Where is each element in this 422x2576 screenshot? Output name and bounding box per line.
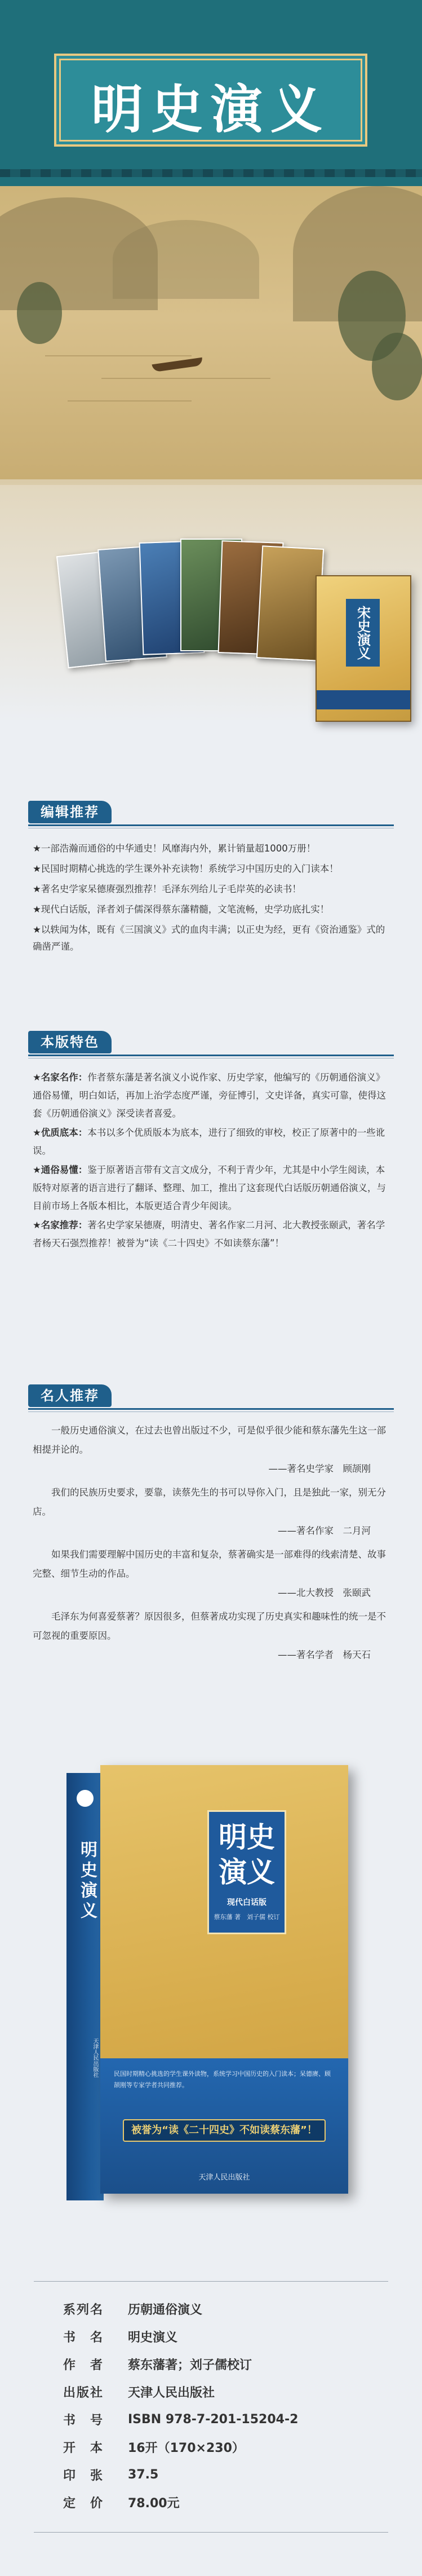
- spec-row: [63, 2378, 379, 2406]
- spec-label: 开 本: [63, 2441, 104, 2455]
- spec-row: [63, 2489, 379, 2516]
- spec-value: 明史演义: [128, 2331, 178, 2345]
- tree-shape: [17, 282, 62, 344]
- spec-row: [63, 2461, 379, 2489]
- water-ripple: [45, 355, 192, 356]
- book-front-cover: [100, 1765, 348, 2194]
- book-specs-table: [63, 2295, 379, 2516]
- quote-author: ——著名作家 二月河: [278, 1525, 371, 1536]
- features-list: [33, 1069, 393, 1254]
- book-spine: [66, 1773, 104, 2200]
- section-title: 本版特色: [28, 1031, 112, 1053]
- quote-author: ——著名史学家 顾颉刚: [268, 1463, 371, 1474]
- feature-key: 名家推荐：: [41, 1220, 88, 1230]
- tree-shape: [372, 333, 422, 400]
- feature-key: 名家名作：: [41, 1072, 88, 1083]
- spec-value: 天津人民出版社: [128, 2386, 215, 2400]
- spec-label: 定 价: [63, 2496, 104, 2511]
- spec-row: [63, 2323, 379, 2350]
- quote-text: 毛泽东为何喜爱蔡著？原因很多，但蔡著成功实现了历史真实和趣味性的统一是不可忽视的重要原因。: [33, 1611, 386, 1641]
- hero-pattern-stripe: [0, 169, 422, 177]
- editor-recommend-list: [33, 840, 393, 959]
- water-ripple: [68, 400, 192, 402]
- cover-slogan-badge: 被誉为“读《二十四史》不如读蔡东藩”！: [123, 2119, 326, 2142]
- spec-label: 系列名: [63, 2303, 104, 2317]
- spec-label: 出版社: [63, 2386, 104, 2400]
- spec-label: 书 名: [63, 2331, 104, 2345]
- feature-key: 通俗易懂：: [41, 1165, 88, 1175]
- cover-title: 明史演义: [219, 1820, 275, 1889]
- spec-value: 78.00元: [128, 2496, 180, 2511]
- book-cover-song-history: [316, 575, 411, 722]
- book-product-image: [66, 1748, 359, 2216]
- section-divider-thin: [28, 1411, 394, 1412]
- hero-title-frame: [54, 54, 367, 147]
- landscape-painting: [0, 186, 422, 479]
- spec-row: [63, 2295, 379, 2323]
- quote-text: 一般历史通俗演义，在过去也曾出版过不少，可是似乎很少能和蔡东藩先生这一部相提并论的。: [33, 1425, 386, 1455]
- feature-item: [33, 1124, 393, 1160]
- section-divider: [28, 824, 394, 826]
- mountain-shape: [113, 220, 259, 299]
- feature-text: 著名史学家呆德赓，明清史、著名作家二月河、北大教授张颐武，著名学者杨天石强烈推荐！被誉为“读《二十四史》不如读蔡东藩”！: [33, 1220, 385, 1249]
- section-title: 名人推荐: [28, 1384, 112, 1407]
- specs-divider-top: [34, 2281, 388, 2282]
- features-header: [28, 1031, 394, 1056]
- spec-row: [63, 2406, 379, 2433]
- recommend-item: ★ 以轶闻为体，既有《三国演义》式的血肉丰满；以正史为经，更有《资治通鉴》式的确凿严谨。: [33, 921, 393, 955]
- quote-author: ——著名学者 杨天石: [278, 1649, 371, 1660]
- cover-blurb: 民国时期精心挑选的学生课外读物，系统学习中国历史的入门读本；呆德赓、顾颉刚等专家学者共同推荐。: [114, 2070, 331, 2089]
- feature-text: 本书以多个优质版本为底本，进行了细致的审校，校正了原著中的一些讹误。: [33, 1127, 385, 1156]
- recommend-item: ★ 著名史学家呆德赓强烈推荐！毛泽东列给儿子毛岸英的必读书！: [33, 881, 393, 898]
- celebrity-header: [28, 1384, 394, 1409]
- spec-label: 书 号: [63, 2414, 104, 2428]
- spec-label: 作 者: [63, 2358, 104, 2372]
- specs-divider-bottom: [34, 2532, 388, 2533]
- feature-item: [33, 1216, 393, 1252]
- feature-text: 鉴于原著语言带有文言文成分，不利于青少年，尤其是中小学生阅读，本版特对原著的语言进行了翻译、整理、加工，推出了这套现代白话版历朝通俗演义，与目前市场上各版本相比，本版更适合青少年阅读。: [33, 1165, 386, 1211]
- recommend-item: ★ 民国时期精心挑选的学生课外补充读物！系统学习中国历史的入门读本！: [33, 861, 393, 877]
- spine-title: 明史演义: [77, 1841, 97, 1922]
- cover-subtitle: 现代白话版: [227, 1898, 266, 1907]
- spec-row: [63, 2350, 379, 2378]
- cover-publisher: 天津人民出版社: [198, 2173, 250, 2182]
- feature-text: 作者蔡东藩是著名演义小说作家、历史学家，他编写的《历朝通俗演义》通俗易懂，明白如话，再加上治学态度严谨，旁征博引，文史详备，真实可靠，使得这套《历朝通俗演义》深受读者喜爱。: [33, 1072, 386, 1119]
- cover-bottom-band: [100, 2058, 348, 2194]
- quote-text: 如果我们需要理解中国历史的丰富和复杂，蔡著确实是一部难得的线索清楚、故事完整、细节生动的作品。: [33, 1549, 386, 1579]
- section-divider: [28, 1055, 394, 1056]
- editor-recommend-header: [28, 801, 394, 826]
- celebrity-quotes: [33, 1421, 393, 1669]
- spec-value: 37.5: [128, 2468, 159, 2482]
- cover-author: 蔡东藩 著 刘子儒 校订: [214, 1913, 280, 1921]
- spec-value: 历朝通俗演义: [128, 2303, 203, 2317]
- publisher-logo-icon: [77, 1790, 94, 1807]
- spine-publisher: 天津人民出版社: [92, 2038, 98, 2077]
- spec-value: 16开（170×230）: [128, 2441, 245, 2455]
- spec-value: ISBN 978-7-201-15204-2: [128, 2412, 299, 2427]
- water-ripple: [101, 378, 270, 379]
- feature-item: [33, 1161, 393, 1215]
- quote-author: ——北大教授 张颐武: [278, 1587, 371, 1598]
- spec-row: [63, 2433, 379, 2461]
- recommend-item: ★ 一部浩瀚而通俗的中华通史！风靡海内外，累计销量超1000万册！: [33, 840, 393, 857]
- section-title: 编辑推荐: [28, 801, 112, 823]
- quote-text: 我们的民族历史要求，要靠，读蔡先生的书可以导你入门，且是独此一家，别无分店。: [33, 1487, 386, 1517]
- hero-title: 明史演义: [91, 79, 330, 140]
- cover-title-panel: [207, 1810, 286, 1934]
- spec-label: 印 张: [63, 2469, 104, 2483]
- recommend-item: ★ 现代白话版，泽者刘子儒深得蔡东藩精髓，文笔流畅，史学功底扎实！: [33, 901, 393, 918]
- feature-item: [33, 1069, 393, 1123]
- book-cover-title: 宋史演义: [346, 599, 380, 667]
- feature-key: 优质底本：: [41, 1127, 88, 1138]
- spec-value: 蔡东藩著；刘子儒校订: [128, 2358, 252, 2372]
- book-cover-strip: [317, 690, 410, 709]
- book-cover-thumb: [256, 545, 324, 661]
- section-divider: [28, 1408, 394, 1410]
